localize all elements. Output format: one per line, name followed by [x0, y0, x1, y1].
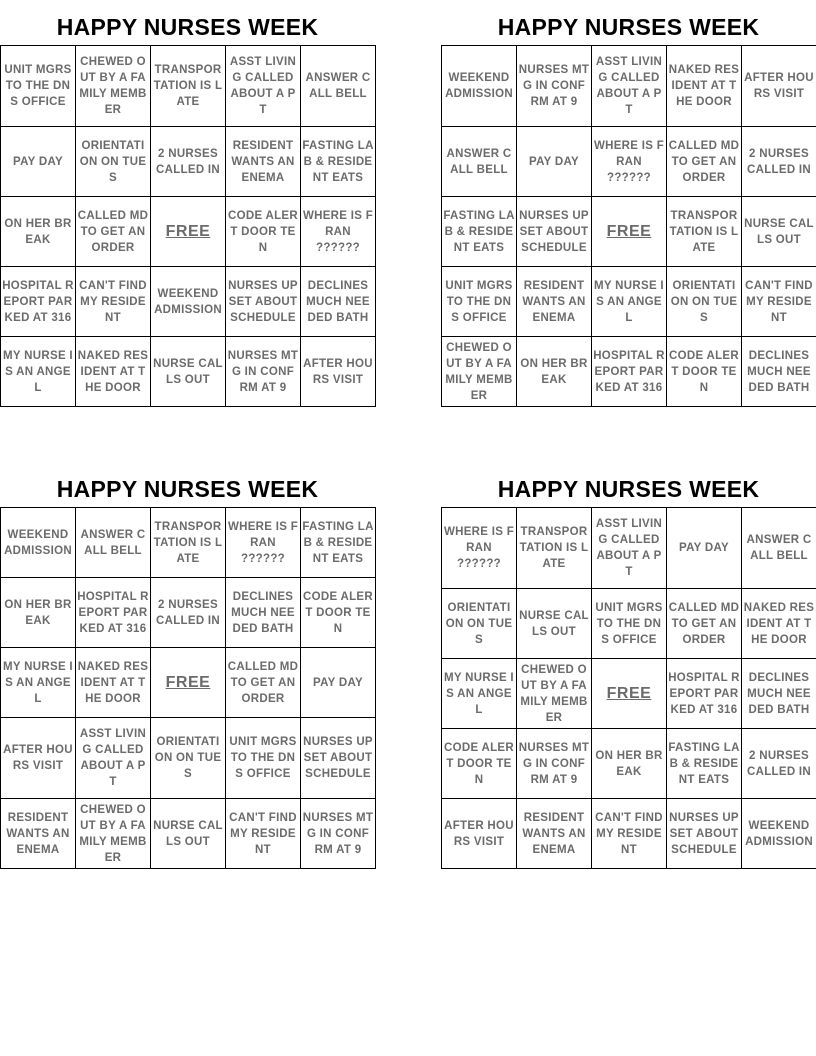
bingo-square: NAKED RESIDENT AT THE DOOR	[76, 648, 151, 718]
bingo-square: TRANSPOR TATION IS LATE	[151, 46, 226, 127]
bingo-square: FASTING LAB & RESIDENT EATS	[667, 729, 742, 799]
bingo-square: HOSPITAL REPORT PARKED AT 316	[592, 337, 667, 407]
bingo-square: ORIENTATI ON ON TUES	[151, 718, 226, 799]
bingo-square: ASST LIVING CALLED ABOUT A PT	[76, 718, 151, 799]
bingo-square: ORIENTATI ON ON TUES	[76, 127, 151, 197]
free-space: FREE	[151, 648, 226, 718]
bingo-square: UNIT MGRS TO THE DNS OFFICE	[226, 718, 301, 799]
bingo-square: DECLINES MUCH NEEDED BATH	[742, 337, 816, 407]
grid-row	[1, 337, 376, 407]
bingo-square: RESIDENT WANTS AN ENEMA	[517, 267, 592, 337]
bingo-square: WEEKEND ADMISSION	[1, 508, 76, 578]
bingo-square: ON HER BREAK	[1, 197, 76, 267]
bingo-square: NURSES UPSET ABOUT SCHEDULE	[667, 799, 742, 869]
card-title: HAPPY NURSES WEEK	[56, 476, 319, 502]
bingo-square: NURSE CALLS OUT	[151, 337, 226, 407]
bingo-square: PAY DAY	[667, 508, 742, 589]
bingo-square: ORIENTATI ON ON TUES	[667, 267, 742, 337]
bingo-square: AFTER HOURS VISIT	[442, 799, 517, 869]
bingo-square: UNIT MGRS TO THE DNS OFFICE	[1, 46, 76, 127]
bingo-square: NURSES MTG IN CONF RM AT 9	[517, 46, 592, 127]
bingo-square: ANSWER CALL BELL	[742, 508, 816, 589]
bingo-square: HOSPITAL REPORT PARKED AT 316	[1, 267, 76, 337]
bingo-square: AFTER HOURS VISIT	[742, 46, 816, 127]
bingo-square: NURSE CALLS OUT	[517, 589, 592, 659]
grid-row	[442, 659, 816, 729]
bingo-grid	[0, 45, 376, 407]
bingo-square: WHERE IS FRAN ??????	[442, 508, 517, 589]
bingo-square: CAN'T FIND MY RESIDENT	[592, 799, 667, 869]
bingo-square: CALLED MD TO GET AN ORDER	[76, 197, 151, 267]
grid-row	[442, 799, 816, 869]
bingo-square: ANSWER CALL BELL	[76, 508, 151, 578]
bingo-square: TRANSPOR TATION IS LATE	[151, 508, 226, 578]
card-title: HAPPY NURSES WEEK	[56, 14, 319, 40]
grid-row	[1, 508, 376, 578]
bingo-square: NURSE CALLS OUT	[151, 799, 226, 869]
bingo-square: NAKED RESIDENT AT THE DOOR	[76, 337, 151, 407]
grid-row	[442, 197, 816, 267]
bingo-square: FASTING LAB & RESIDENT EATS	[442, 197, 517, 267]
grid-row	[1, 46, 376, 127]
grid-row	[1, 578, 376, 648]
card-title: HAPPY NURSES WEEK	[497, 14, 760, 40]
bingo-square: NURSES MTG IN CONF RM AT 9	[517, 729, 592, 799]
bingo-grid	[441, 45, 816, 407]
bingo-square: MY NURSE IS AN ANGEL	[1, 337, 76, 407]
bingo-square: MY NURSE IS AN ANGEL	[592, 267, 667, 337]
bingo-card-4	[441, 471, 816, 869]
bingo-square: CODE ALERT DOOR TEN	[226, 197, 301, 267]
grid-row	[442, 589, 816, 659]
bingo-square: DECLINES MUCH NEEDED BATH	[301, 267, 376, 337]
bingo-square: ON HER BREAK	[517, 337, 592, 407]
bingo-square: CODE ALERT DOOR TEN	[667, 337, 742, 407]
grid-row	[1, 648, 376, 718]
bingo-square: ORIENTATI ON ON TUES	[442, 589, 517, 659]
bingo-square: NURSES MTG IN CONF RM AT 9	[301, 799, 376, 869]
bingo-square: CALLED MD TO GET AN ORDER	[667, 589, 742, 659]
bingo-square: TRANSPOR TATION IS LATE	[667, 197, 742, 267]
bingo-square: HOSPITAL REPORT PARKED AT 316	[76, 578, 151, 648]
bingo-square: WEEKEND ADMISSION	[151, 267, 226, 337]
grid-row	[1, 718, 376, 799]
bingo-square: ANSWER CALL BELL	[301, 46, 376, 127]
grid-row	[442, 267, 816, 337]
card-title: HAPPY NURSES WEEK	[497, 476, 760, 502]
bingo-square: ASST LIVING CALLED ABOUT A PT	[592, 46, 667, 127]
bingo-square: ASST LIVING CALLED ABOUT A PT	[226, 46, 301, 127]
bingo-grid	[0, 507, 376, 869]
bingo-square: 2 NURSES CALLED IN	[151, 127, 226, 197]
grid-row	[442, 337, 816, 407]
free-space: FREE	[592, 659, 667, 729]
bingo-square: UNIT MGRS TO THE DNS OFFICE	[592, 589, 667, 659]
bingo-square: CHEWED OUT BY A FAMILY MEMBER	[442, 337, 517, 407]
grid-row	[442, 127, 816, 197]
bingo-square: MY NURSE IS AN ANGEL	[1, 648, 76, 718]
bingo-square: RESIDENT WANTS AN ENEMA	[226, 127, 301, 197]
bingo-square: CALLED MD TO GET AN ORDER	[226, 648, 301, 718]
bingo-square: NURSES UPSET ABOUT SCHEDULE	[517, 197, 592, 267]
grid-row	[442, 729, 816, 799]
bingo-square: ON HER BREAK	[592, 729, 667, 799]
free-space: FREE	[592, 197, 667, 267]
bingo-square: HOSPITAL REPORT PARKED AT 316	[667, 659, 742, 729]
bingo-square: 2 NURSES CALLED IN	[151, 578, 226, 648]
bingo-grid	[441, 507, 816, 869]
bingo-square: PAY DAY	[517, 127, 592, 197]
bingo-square: CALLED MD TO GET AN ORDER	[667, 127, 742, 197]
bingo-square: PAY DAY	[1, 127, 76, 197]
bingo-square: CODE ALERT DOOR TEN	[442, 729, 517, 799]
bingo-square: ASST LIVING CALLED ABOUT A PT	[592, 508, 667, 589]
bingo-square: NURSES MTG IN CONF RM AT 9	[226, 337, 301, 407]
bingo-square: NAKED RESIDENT AT THE DOOR	[667, 46, 742, 127]
bingo-square: WEEKEND ADMISSION	[742, 799, 816, 869]
grid-row	[1, 267, 376, 337]
bingo-square: PAY DAY	[301, 648, 376, 718]
bingo-square: CHEWED OUT BY A FAMILY MEMBER	[76, 799, 151, 869]
bingo-square: CAN'T FIND MY RESIDENT	[226, 799, 301, 869]
grid-row	[1, 799, 376, 869]
bingo-square: ON HER BREAK	[1, 578, 76, 648]
bingo-square: WEEKEND ADMISSION	[442, 46, 517, 127]
bingo-square: WHERE IS FRAN ??????	[301, 197, 376, 267]
bingo-square: FASTING LAB & RESIDENT EATS	[301, 508, 376, 578]
bingo-card-2	[441, 9, 816, 407]
bingo-square: AFTER HOURS VISIT	[1, 718, 76, 799]
bingo-square: AFTER HOURS VISIT	[301, 337, 376, 407]
bingo-square: UNIT MGRS TO THE DNS OFFICE	[442, 267, 517, 337]
bingo-square: TRANSPOR TATION IS LATE	[517, 508, 592, 589]
bingo-square: FASTING LAB & RESIDENT EATS	[301, 127, 376, 197]
bingo-square: 2 NURSES CALLED IN	[742, 729, 816, 799]
bingo-square: NURSE CALLS OUT	[742, 197, 816, 267]
bingo-square: RESIDENT WANTS AN ENEMA	[517, 799, 592, 869]
bingo-square: ANSWER CALL BELL	[442, 127, 517, 197]
bingo-card-1	[0, 9, 375, 407]
bingo-square: MY NURSE IS AN ANGEL	[442, 659, 517, 729]
bingo-card-3	[0, 471, 375, 869]
bingo-square: CHEWED OUT BY A FAMILY MEMBER	[76, 46, 151, 127]
bingo-square: NURSES UPSET ABOUT SCHEDULE	[301, 718, 376, 799]
bingo-square: RESIDENT WANTS AN ENEMA	[1, 799, 76, 869]
bingo-square: CAN'T FIND MY RESIDENT	[742, 267, 816, 337]
bingo-square: DECLINES MUCH NEEDED BATH	[742, 659, 816, 729]
grid-row	[442, 46, 816, 127]
bingo-square: WHERE IS FRAN ??????	[592, 127, 667, 197]
bingo-square: 2 NURSES CALLED IN	[742, 127, 816, 197]
grid-row	[1, 197, 376, 267]
grid-row	[1, 127, 376, 197]
bingo-square: NAKED RESIDENT AT THE DOOR	[742, 589, 816, 659]
bingo-square: WHERE IS FRAN ??????	[226, 508, 301, 578]
bingo-square: NURSES UPSET ABOUT SCHEDULE	[226, 267, 301, 337]
bingo-square: CAN'T FIND MY RESIDENT	[76, 267, 151, 337]
free-space: FREE	[151, 197, 226, 267]
grid-row	[442, 508, 816, 589]
bingo-square: CODE ALERT DOOR TEN	[301, 578, 376, 648]
bingo-square: DECLINES MUCH NEEDED BATH	[226, 578, 301, 648]
bingo-square: CHEWED OUT BY A FAMILY MEMBER	[517, 659, 592, 729]
